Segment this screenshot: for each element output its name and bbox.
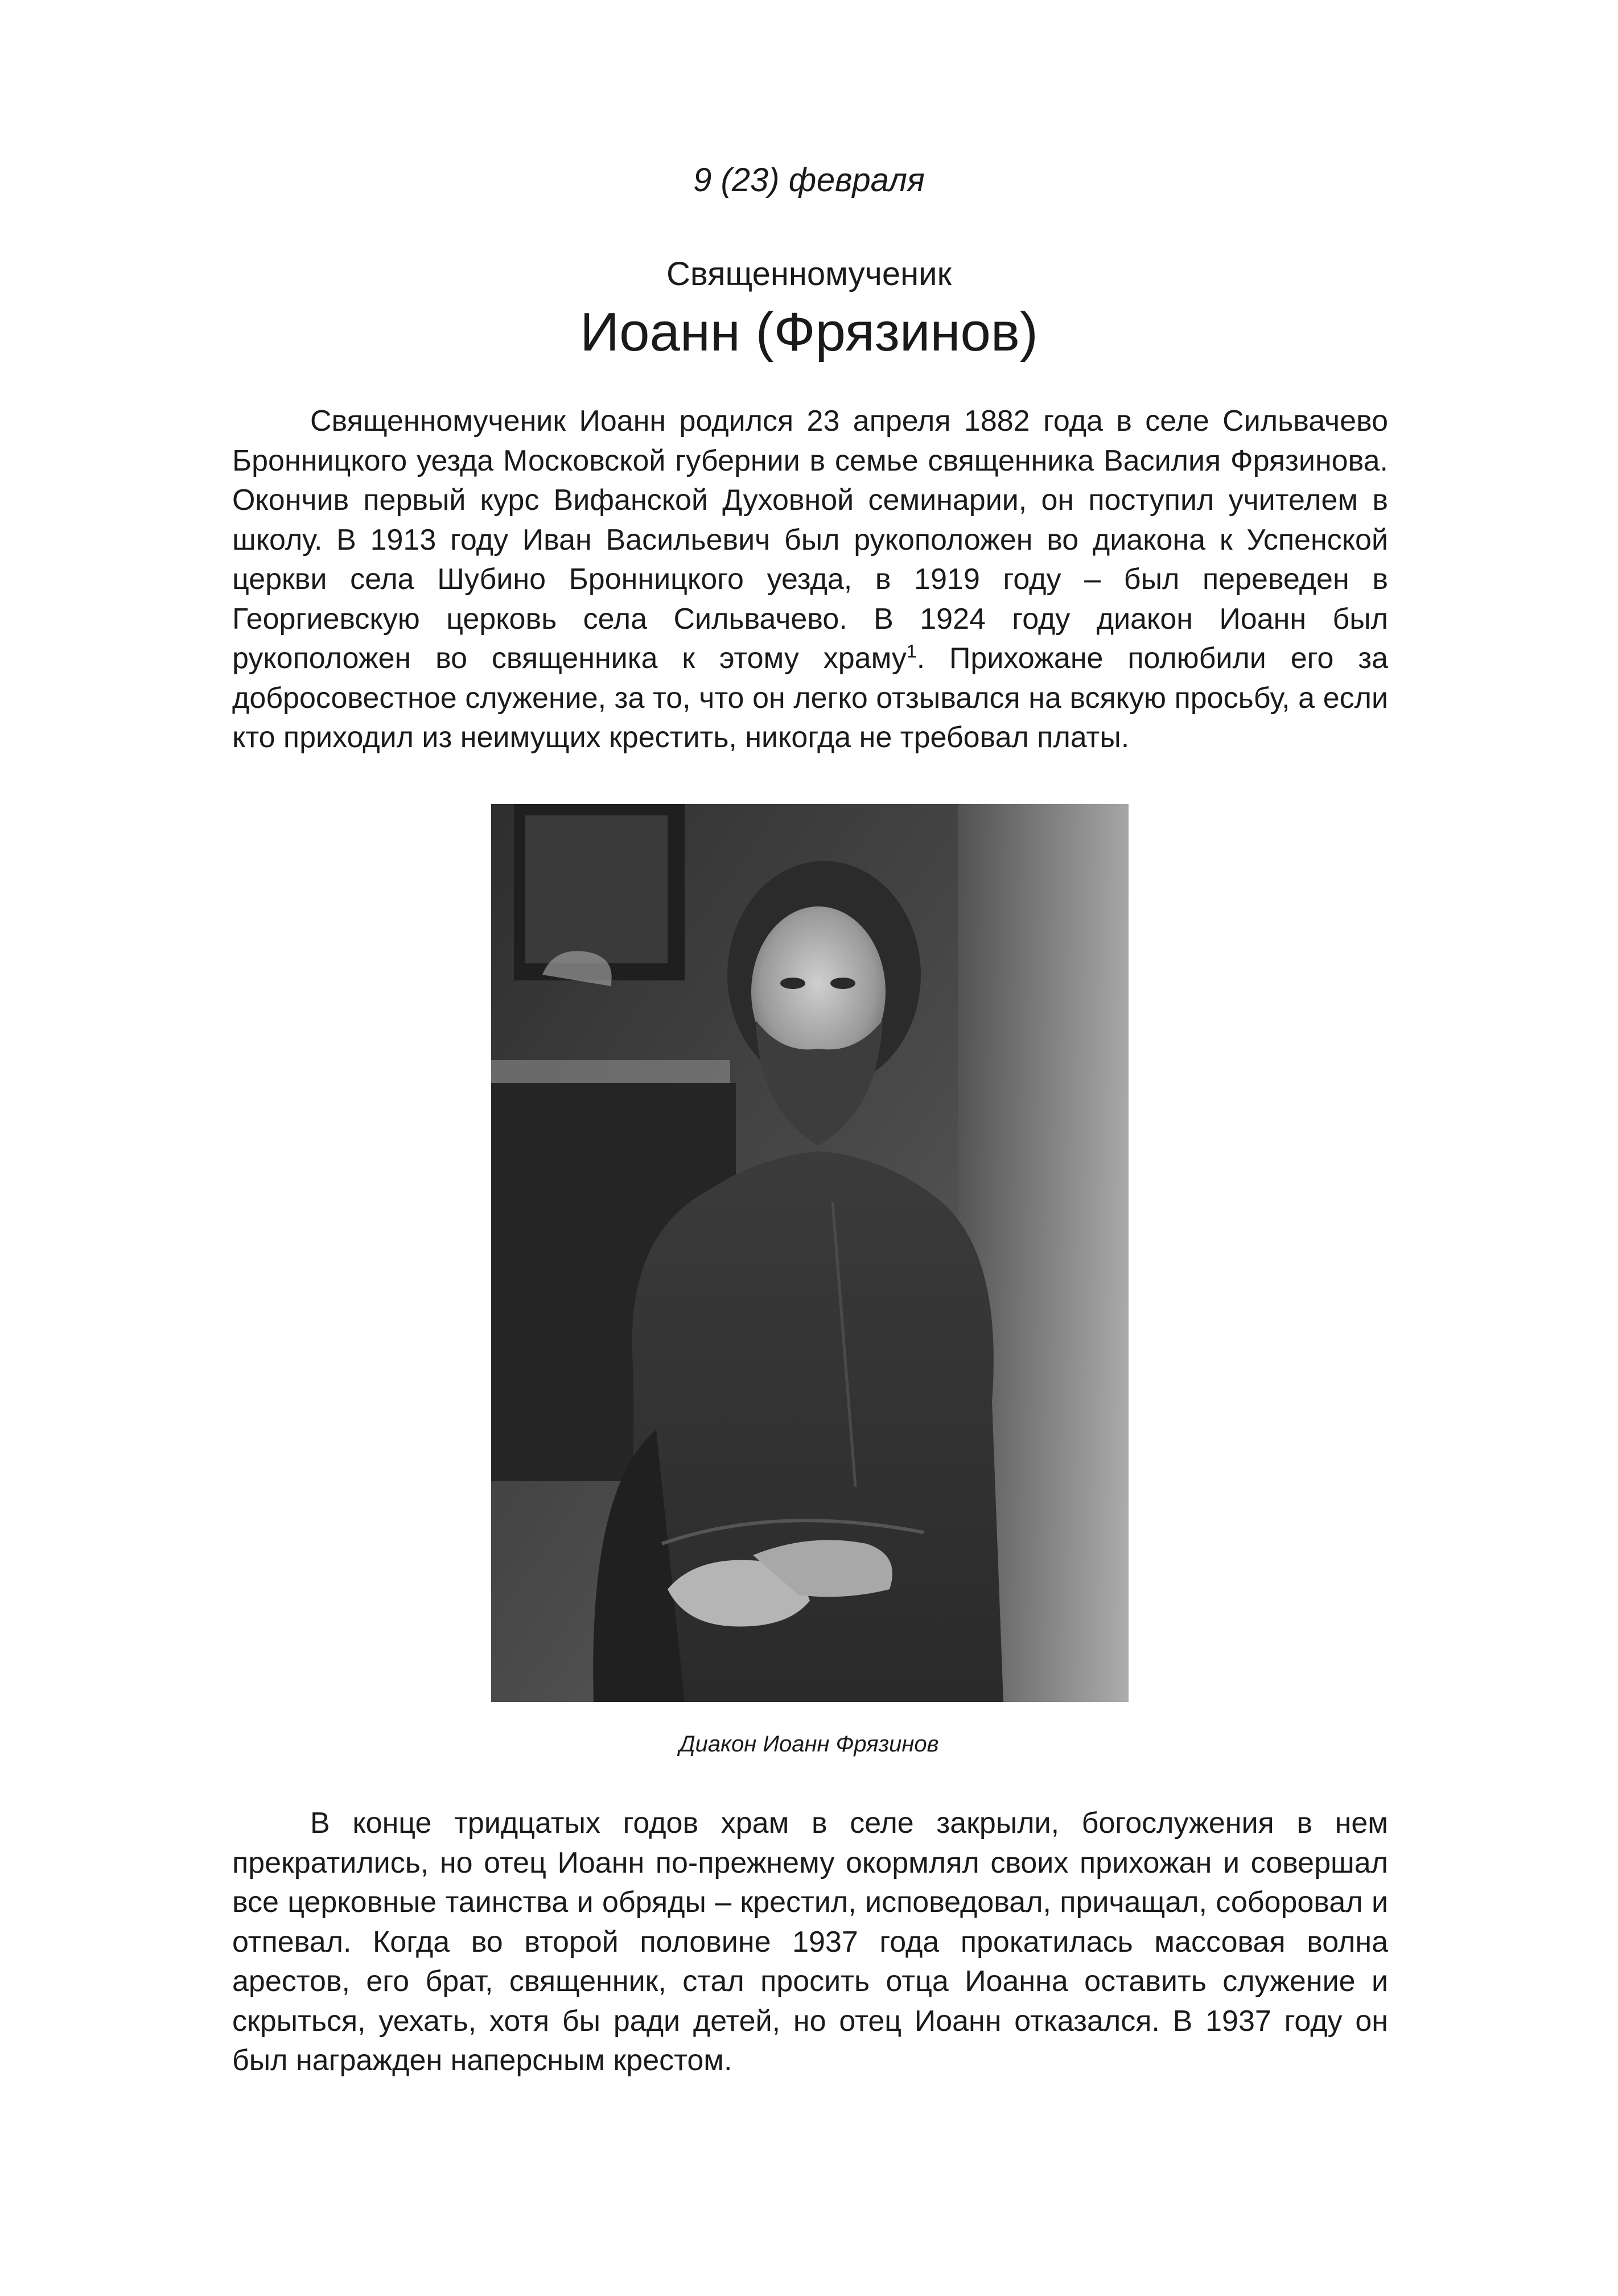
portrait-photo-graphic	[491, 804, 1129, 1702]
paragraph-text-continued: . Прихожане полюбили его за добросовестное служение, за то, что он легко отзывался на всякую просьбу, а если кто приходил из неимущих крестить, никогда не требовал платы.	[232, 642, 1388, 754]
saint-name: Иоанн (Фрязинов)	[580, 302, 1038, 362]
photo-caption: Диакон Иоанн Фрязинов	[679, 1732, 939, 1757]
saint-rank: Священномученик	[666, 255, 952, 292]
feast-date: 9 (23) февраля	[693, 162, 925, 199]
portrait-photo	[491, 804, 1129, 1702]
footnote-reference: 1	[906, 641, 917, 662]
biography-paragraph-2: В конце тридцатых годов храм в селе закрыли, богослужения в нем прекратились, но отец Иоанн по-прежнему окормлял своих прихожан и совершал все церковные таинства и обряды – крестил, исповедовал, причащал, соборовал и отпевал. Когда во второй половине 1937 года прокатилась массовая волна арестов, его брат, священник, стал просить отца Иоанна оставить служение и скрыться, уехать, хотя бы ради детей, но отец Иоанн отказался. В 1937 году он был награжден наперсным крестом.	[232, 1807, 1388, 2077]
paragraph-text: Священномученик Иоанн родился 23 апреля 1882 года в селе Сильвачево Бронницкого уезда Московской губернии в семье священника Василия Фрязинова. Окончив первый курс Вифанской Духовной семинарии, он поступил учителем в школу. В 1913 году Иван Васильевич был рукоположен во диакона к Успенской церкви села Шубино Бронницкого уезда, в 1919 году – был переведен в Георгиевскую церковь села Сильвачево. В 1924 году диакон Иоанн был рукоположен во священника к этому храму	[232, 405, 1388, 675]
biography-paragraph-1	[232, 402, 1388, 758]
